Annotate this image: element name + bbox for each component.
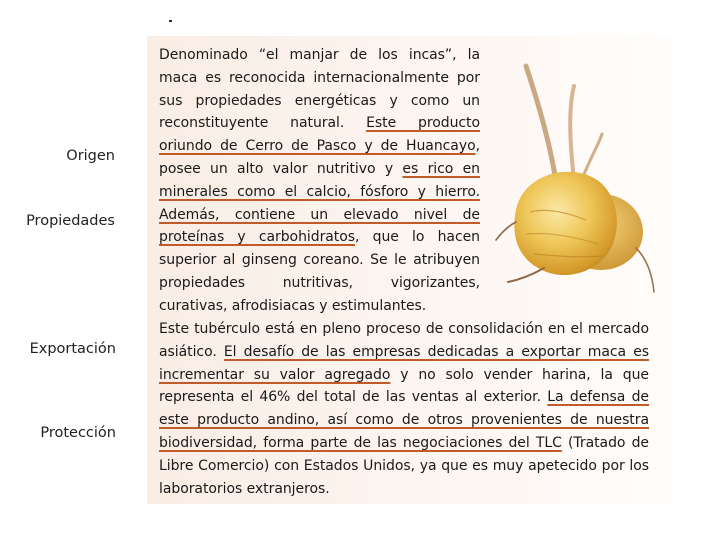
stray-mark	[169, 20, 172, 22]
highlight-origen: Este producto oriundo de Cerro de Pasco y de Huancayo	[159, 115, 480, 155]
maca-root-icon	[486, 62, 666, 300]
label-proteccion: Protección	[40, 425, 116, 441]
highlight-exportacion: El desafío de las empresas dedicadas a exportar maca es incrementar su valor agregado	[159, 343, 649, 383]
text-segment: , que lo hacen superior al ginseng coreano. Se le atribuyen propiedades nutritivas, vigorizantes, curativas, afrodisiacas y estimulantes.	[159, 229, 480, 314]
label-exportacion: Exportación	[29, 341, 116, 357]
text-segment: Denominado “el manjar de los incas”, la maca es reconocida internacionalmente por sus propiedades energéticas y como un reconstituyente natural.	[159, 47, 480, 132]
label-propiedades: Propiedades	[26, 213, 115, 229]
text-segment: Este tubérculo está en pleno proceso de consolidación en el mercado asiático.	[159, 321, 649, 360]
highlight-propiedades: es rico en minerales como el calcio, fósforo y hierro. Además, contiene un elevado nivel de proteínas y carbohidratos	[159, 160, 480, 246]
text-segment: (Tratado de Libre Comercio) con Estados Unidos, ya que es muy apetecido por los laboratorios extranjeros.	[159, 434, 649, 497]
text-segment: y no solo vender harina, la que representa el 46% del total de las ventas al exterior.	[159, 366, 649, 406]
label-origen: Origen	[66, 148, 115, 164]
highlight-proteccion: La defensa de este producto andino, así como de otros provenientes de nuestra biodiversidad, forma parte de las negociaciones del TLC	[159, 389, 649, 451]
paragraph-origen-propiedades	[159, 44, 480, 318]
paragraph-exportacion-proteccion	[159, 318, 649, 500]
text-segment: , posee un alto valor nutritivo y	[159, 138, 480, 177]
